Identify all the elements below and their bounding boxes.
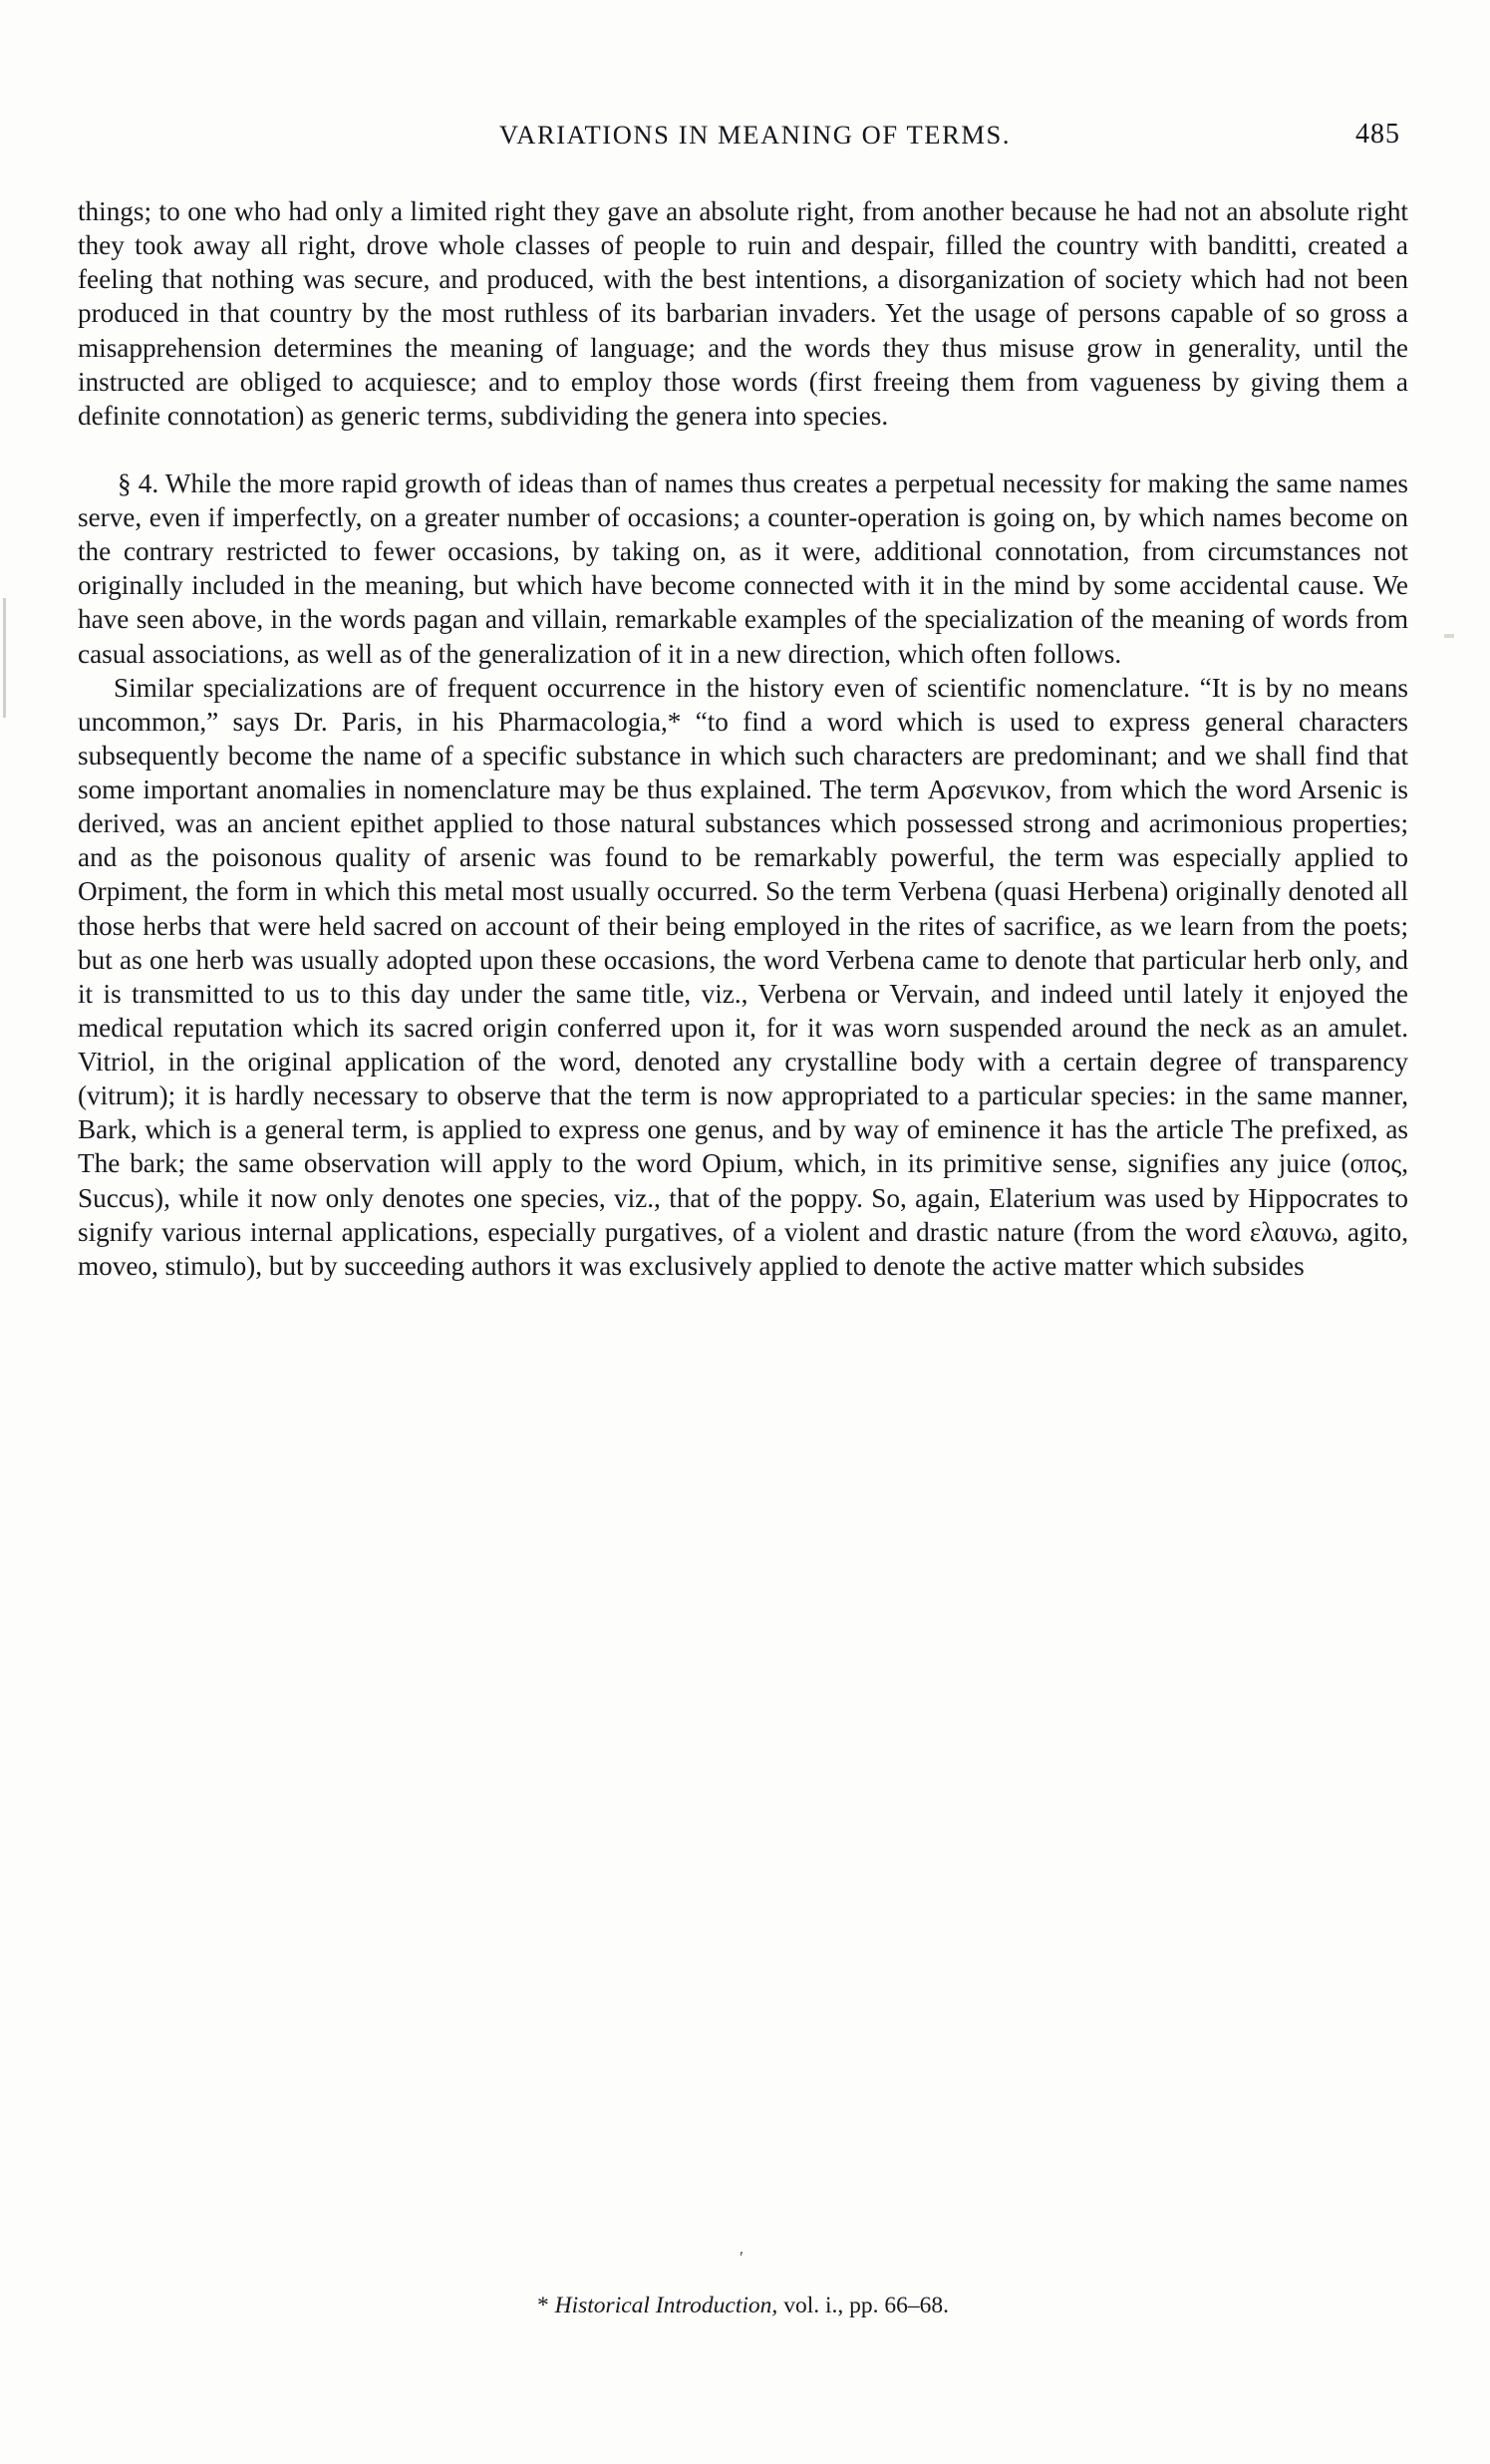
footnote-reference: vol. i., pp. 66–68. xyxy=(777,2293,949,2318)
running-head: VARIATIONS IN MEANING OF TERMS. xyxy=(498,120,1012,150)
page-number: 485 xyxy=(1355,119,1400,150)
paragraph-section-4: § 4. While the more rapid growth of ideas than of names thus creates a perpetual necessity for making the same names serve, even if imperfectly, on a greater number of occasions; a counter-operation is going on, by which names become on the contrary restricted to fewer occasions, by taking on, as it were, additional connotation, from circumstances not originally included in the meaning, but which have become connected with it in the mind by some accidental cause. We have seen above, in the words pagan and villain, remarkable examples of the specialization of the meaning of words from casual associations, as well as of the generalization of it in a new direction, which often follows. xyxy=(78,467,1408,669)
page-edge-artifact-right xyxy=(1444,634,1454,638)
paragraph-spacer xyxy=(78,433,1408,466)
footnote-title: Historical Introduction, xyxy=(554,2293,778,2318)
page-edge-artifact xyxy=(3,598,6,718)
paragraph-continued: things; to one who had only a limited right they gave an absolute right, from another because he had not an absolute right they took away all right, drove whole classes of people to ruin and despair, filled the country with banditti, created a feeling that nothing was secure, and produced, with the best intentions, a disorganization of society which had not been produced in that country by the most ruthless of its barbarian invaders. Yet the usage of persons capable of so gross a misapprehension determines the meaning of language; and the words they thus misuse grow in generality, until the instructed are obliged to acquiesce; and to employ those words (first freeing them from vagueness by giving them a definite connotation) as generic terms, subdividing the genera into species. xyxy=(78,196,1408,431)
stray-mark: ′ xyxy=(740,2248,744,2268)
page-header xyxy=(78,120,1408,151)
paragraph-similar-specializations: Similar specializations are of frequent occurrence in the history even of scientific nomenclature. “It is by no means uncommon,” says Dr. Paris, in his Pharmacologia,* “to find a word which is used to express general characters subsequently become the name of a specific substance in which such characters are predominant; and we shall find that some important anomalies in nomenclature may be thus explained. The term Αρσενικον, from which the word Arsenic is derived, was an ancient epithet applied to those natural substances which possessed strong and acrimonious properties; and as the poisonous quality of arsenic was found to be remarkably powerful, the term was especially applied to Orpiment, the form in which this metal most usually occurred. So the term Verbena (quasi Herbena) originally denoted all those herbs that were held sacred on account of their being employed in the rites of sacrifice, as we learn from the poets; but as one herb was usually adopted upon these occasions, the word Verbena came to denote that particular herb only, and it is transmitted to us to this day under the same title, viz., Verbena or Vervain, and indeed until lately it enjoyed the medical reputation which its sacred origin conferred upon it, for it was worn suspended around the neck as an amulet. Vitriol, in the original application of the word, denoted any crystalline body with a certain degree of transparency (vitrum); it is hardly necessary to observe that the term is now appropriated to a particular species: in the same manner, Bark, which is a general term, is applied to express one genus, and by way of eminence it has the article The prefixed, as The bark; the same observation will apply to the word Opium, which, in its primitive sense, signifies any juice (οπος, Succus), while it now only denotes one species, viz., that of the poppy. So, again, Elaterium was used by Hippocrates to signify various internal applications, especially purgatives, of a violent and drastic nature (from the word ελαυνω, agito, moveo, stimulo), but by succeeding authors it was exclusively applied to denote the active matter which subsides xyxy=(78,672,1408,1281)
page-content xyxy=(78,120,1408,1283)
footnote-marker: * xyxy=(537,2293,549,2318)
footnote xyxy=(78,2293,1408,2319)
